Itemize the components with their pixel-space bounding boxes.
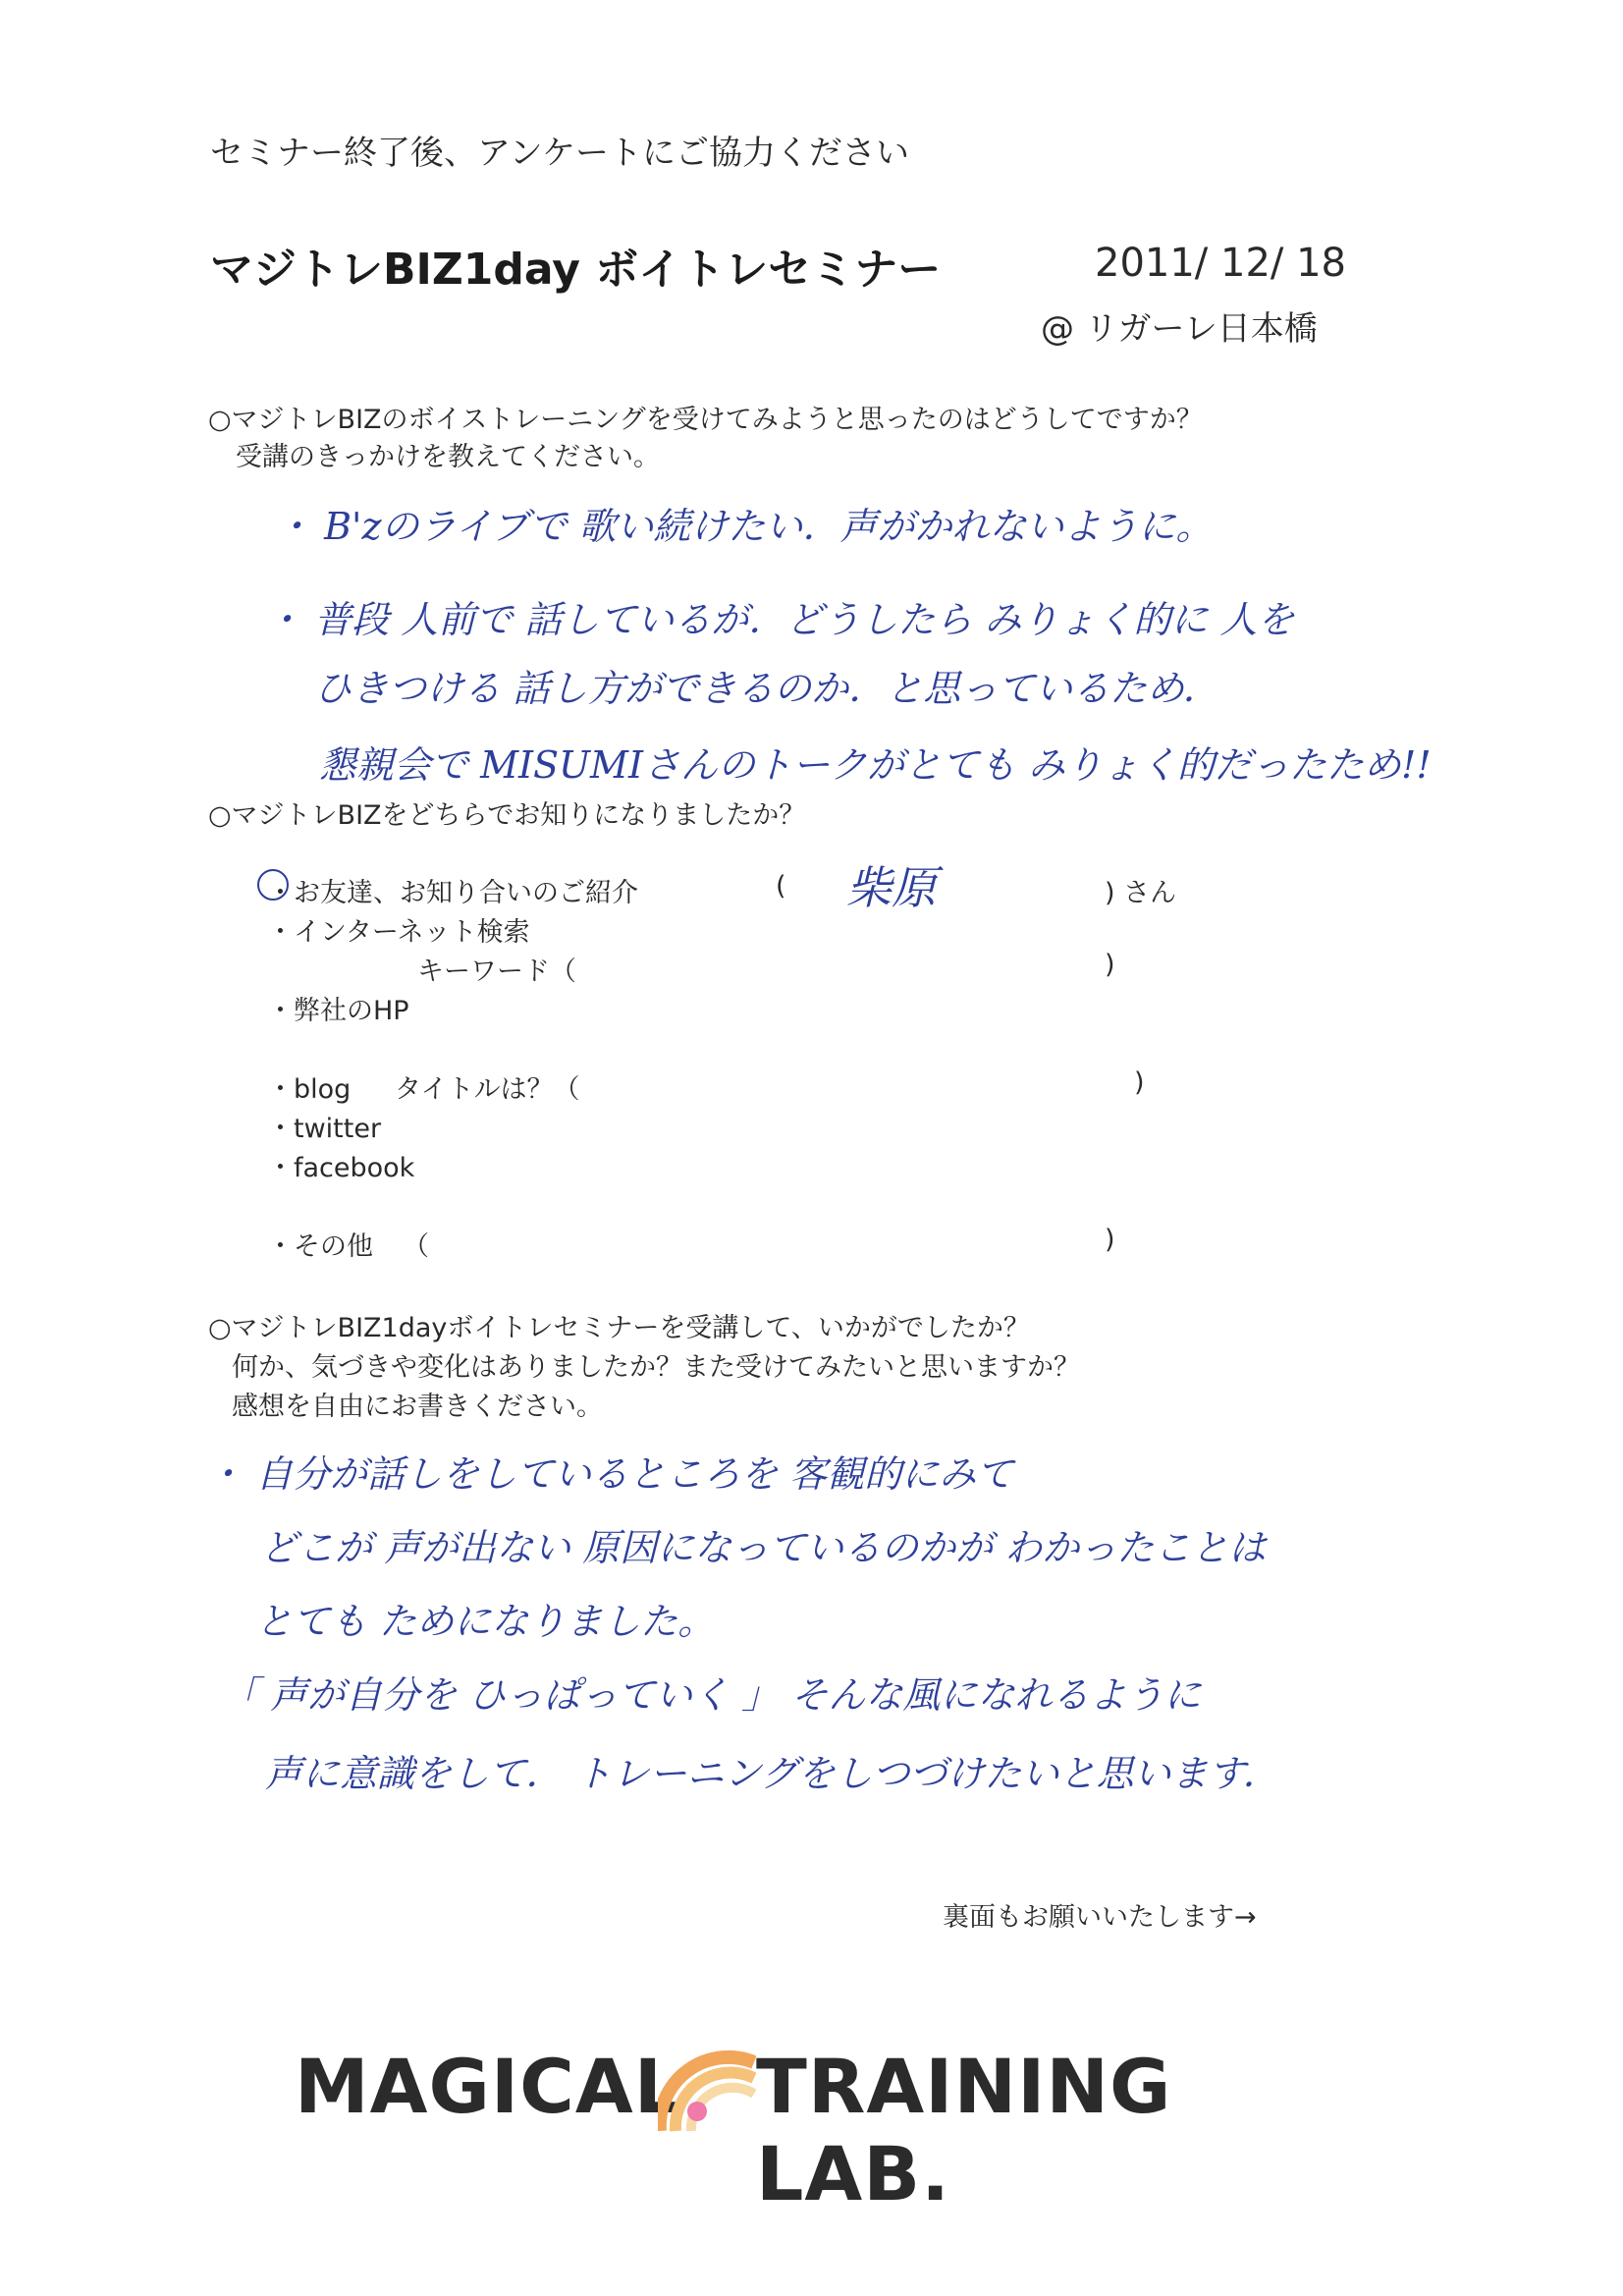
paren-close-san: ) さん xyxy=(1105,878,1177,908)
option-facebook: ・facebook xyxy=(267,1153,415,1183)
q3-answer-line: 「 声が自分を ひっぱっていく 」 そんな風になれるように xyxy=(221,1673,1202,1717)
rainbow-arc-icon xyxy=(658,2043,756,2133)
logo-text-left: MAGICAL xyxy=(295,2043,683,2130)
q1-question-sub: 受講のきっかけを教えてください。 xyxy=(236,442,660,472)
q1-answer-line: 懇親会で MISUMIさんのトークがとても みりょく的だったため!! xyxy=(319,743,1432,787)
blog-title-label: タイトルは？（ xyxy=(395,1074,580,1105)
survey-request-text: セミナー終了後、アンケートにご協力ください xyxy=(210,134,909,173)
q3-question: ○マジトレBIZ1dayボイトレセミナーを受講して、いかがでしたか？ xyxy=(208,1313,1030,1343)
option-company-hp: ・弊社のHP xyxy=(267,996,409,1026)
option-friend-referral: ・お友達、お知り合いのご紹介 xyxy=(267,878,638,908)
option-twitter: ・twitter xyxy=(267,1114,382,1144)
paren-close: ) xyxy=(1134,1067,1145,1098)
friend-name-handwritten: 柴原 xyxy=(846,861,937,914)
paren-close: ) xyxy=(1105,1225,1115,1255)
q3-question-sub: 何か、気づきや変化はありましたか？また受けてみたいと思いますか？ xyxy=(232,1352,1080,1383)
q3-answer-line: ・ 自分が話しをしているところを 客観的にみて xyxy=(206,1452,1014,1496)
q3-question-sub: 感想を自由にお書きください。 xyxy=(232,1392,603,1422)
option-internet-search: ・インターネット検索 xyxy=(267,917,530,948)
q3-answer-line: 声に意識をして． トレーニングをしつづけたいと思います． xyxy=(265,1752,1280,1795)
q1-answer-line: ・ 普段 人前で 話しているが．どうしたら みりょく的に 人を xyxy=(265,598,1295,641)
seminar-date: 2011/ 12/ 18 xyxy=(1095,241,1346,286)
q1-answer-line: ひきつける 話し方ができるのか．と思っているため． xyxy=(314,667,1220,710)
option-blog: ・blog xyxy=(267,1074,352,1105)
q2-question: ○マジトレBIZをどちらでお知りになりましたか？ xyxy=(208,800,806,831)
seminar-venue: @ リガーレ日本橋 xyxy=(1041,309,1318,349)
paren-close: ) xyxy=(1105,950,1115,980)
option-other: ・その他 xyxy=(267,1231,373,1262)
magical-training-lab-logo xyxy=(295,2043,1325,2217)
q3-answer-line: どこが 声が出ない 原因になっているのかが わかったことは xyxy=(260,1526,1267,1569)
paren-open: ( xyxy=(776,871,786,902)
q3-answer-line: とても ためになりました。 xyxy=(255,1600,716,1643)
logo-text-right: TRAINING LAB. xyxy=(756,2043,1172,2217)
q1-answer-line: ・ B'zのライブで 歌い続けたい．声がかれないように。 xyxy=(275,505,1214,548)
seminar-title: マジトレBIZ1day ボイトレセミナー xyxy=(210,245,942,295)
reverse-side-note: 裏面もお願いいたします→ xyxy=(943,1902,1257,1933)
keyword-label: キーワード（ xyxy=(417,957,576,987)
q1-question: ○マジトレBIZのボイストレーニングを受けてみようと思ったのはどうしてですか？ xyxy=(208,405,1203,435)
paren-open: （ xyxy=(403,1231,429,1262)
